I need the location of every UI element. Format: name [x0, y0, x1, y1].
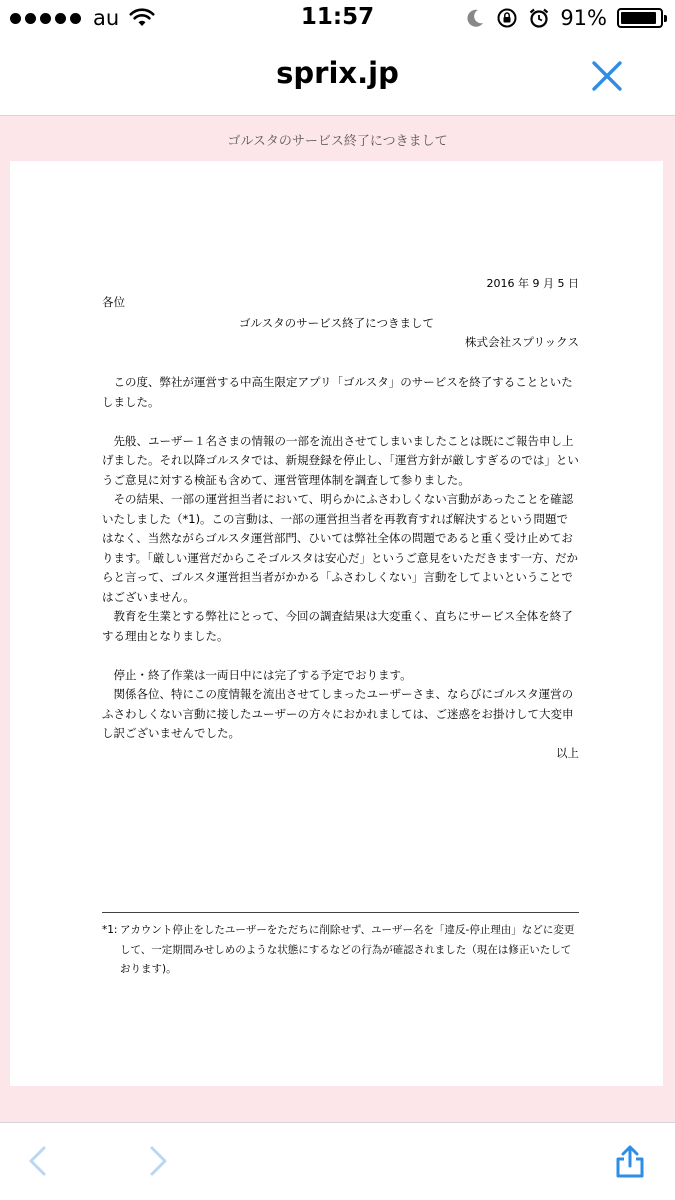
orientation-lock-icon [496, 7, 518, 29]
letter-title: ゴルスタのサービス終了につきまして [239, 316, 434, 330]
alarm-icon [528, 7, 550, 29]
letter-paragraph: この度、弊社が運営する中高生限定アプリ「ゴルスタ」のサービスを終了することといたしました。 [102, 375, 573, 409]
page-title: sprix.jp [276, 56, 399, 90]
letter-company: 株式会社スプリックス [465, 335, 579, 349]
chevron-right-icon[interactable] [140, 1143, 176, 1179]
letter-body [102, 373, 579, 763]
document-page [10, 161, 663, 1086]
battery-icon [617, 8, 663, 28]
footnote-text: アカウント停止をしたユーザーをただちに削除せず、ユーザー名を「違反-停止理由」などに変更して、一定期間みせしめのような状態にするなどの行為が確認されました（現在は修正いたしております)。 [120, 924, 575, 975]
letter-date: 2016 年 9 月 5 日 [486, 277, 579, 290]
letter-closing: 以上 [556, 745, 579, 760]
letter-paragraph: 先般、ユーザー１名さまの情報の一部を流出させてしまいましたことは既にご報告申し上げました。それ以降ゴルスタでは、新規登録を停止し、「運営方針が厳しすぎるのでは」というご意見に対する検証も含めて、運営管理体制を調査して参りました。 [102, 433, 579, 487]
footnote-divider [102, 912, 579, 913]
letter-paragraph: 停止・終了作業は一両日中には完了する予定でおります。 [113, 667, 412, 682]
carrier-name: au [93, 6, 120, 30]
letter-paragraph: その結果、一部の運営担当者において、明らかにふさわしくない言動があったことを確認いたしました（*1)。この言動は、一部の運営担当者を再教育すれば解決するという問題ではなく、当然ながらゴルスタ運営部門、ひいては弊社全体の問題であると重く受け止めております。「厳しい運営だからこそゴルスタは安心だ」というご意見をいただきます一方、だからと言って、ゴルスタ運営担当者がかかる「ふさわしくない」言動をしてよいということではございません。 [102, 492, 578, 604]
letter-paragraph: 関係各位、特にこの度情報を流出させてしまったユーザーさま、ならびにゴルスタ運営のふさわしくない言動に接したユーザーの方々におかれましては、ご迷惑をお掛けして大変申し訳ございませんでした。 [102, 687, 574, 740]
close-icon[interactable] [589, 58, 625, 94]
status-bar [0, 0, 675, 38]
footnote-mark: *1: [102, 924, 118, 936]
share-icon[interactable] [612, 1143, 648, 1179]
battery-percent: 91% [560, 6, 607, 30]
moon-icon [464, 7, 486, 29]
clock: 11:57 [300, 4, 375, 30]
document-title: ゴルスタのサービス終了につきまして [227, 134, 448, 149]
battery-fill [621, 12, 656, 24]
bottom-toolbar [0, 1122, 675, 1200]
navigation-bar [0, 38, 675, 116]
letter-addressee: 各位 [102, 295, 125, 309]
letter-paragraph: 教育を生業とする弊社にとって、今回の調査結果は大変重く、直ちにサービス全体を終了する理由となりました。 [102, 609, 573, 643]
footnote [102, 921, 579, 980]
chevron-left-icon[interactable] [22, 1143, 58, 1179]
document-viewer[interactable] [0, 116, 675, 1122]
